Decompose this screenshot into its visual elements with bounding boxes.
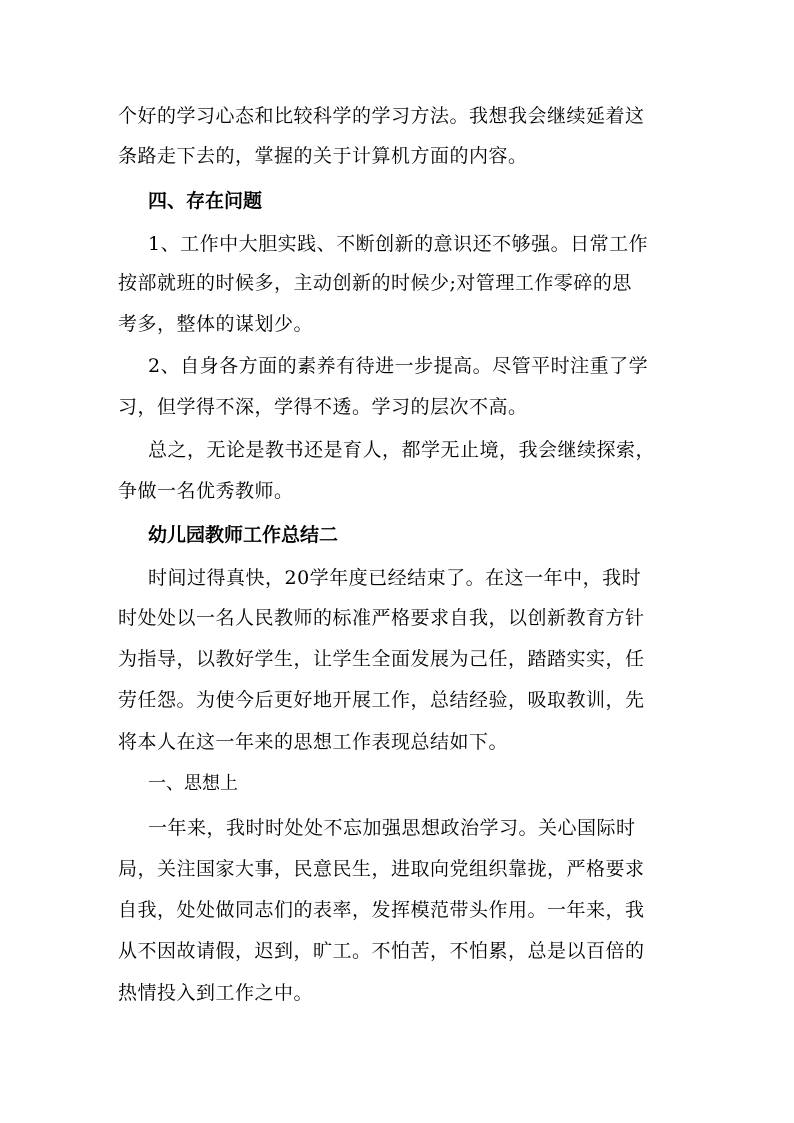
paragraph-line: 总之，无论是教书还是育人，都学无止境，我会继续探索， <box>148 439 656 461</box>
article-title: 幼儿园教师工作总结二 <box>148 524 339 546</box>
paragraph-line: 争做一名优秀教师。 <box>118 480 294 502</box>
paragraph-line: 1、工作中大胆实践、不断创新的意识还不够强。日常工作 <box>148 233 649 255</box>
paragraph-line: 一年来，我时时处处不忘加强思想政治学习。关心国际时 <box>148 817 636 839</box>
paragraph-line: 考多，整体的谋划少。 <box>118 313 314 335</box>
paragraph-line: 劳任怨。为使今后更好地开展工作，总结经验，吸取教训，先 <box>118 689 645 711</box>
paragraph-line: 个好的学习心态和比较科学的学习方法。我想我会继续延着这 <box>118 105 645 127</box>
paragraph-line: 时间过得真快，20学年度已经结束了。在这一年中，我时 <box>148 567 642 589</box>
paragraph-line: 将本人在这一年来的思想工作表现总结如下。 <box>118 731 509 753</box>
paragraph-line: 为指导，以教好学生，让学生全面发展为己任，踏踏实实，任 <box>118 648 645 670</box>
paragraph-line: 条路走下去的，掌握的关于计算机方面的内容。 <box>118 145 528 167</box>
section-heading-thought: 一、思想上 <box>148 773 238 794</box>
paragraph-line: 局，关注国家大事，民意民生，进取向党组织靠拢，严格要求 <box>118 858 645 880</box>
section-heading-issues: 四、存在问题 <box>148 190 263 212</box>
paragraph-line: 从不因故请假，迟到，旷工。不怕苦，不怕累，总是以百倍的 <box>118 940 645 962</box>
paragraph-line: 热情投入到工作之中。 <box>118 982 314 1004</box>
paragraph-line: 自我，处处做同志们的表率，发挥模范带头作用。一年来，我 <box>118 899 645 921</box>
paragraph-line: 习，但学得不深，学得不透。学习的层次不高。 <box>118 396 528 418</box>
paragraph-line: 按部就班的时候多，主动创新的时候少;对管理工作零碎的思 <box>118 272 632 294</box>
paragraph-line: 2、自身各方面的素养有待进一步提高。尽管平时注重了学 <box>148 355 649 377</box>
paragraph-line: 时处处以一名人民教师的标准严格要求自我，以创新教育方针 <box>118 607 645 629</box>
